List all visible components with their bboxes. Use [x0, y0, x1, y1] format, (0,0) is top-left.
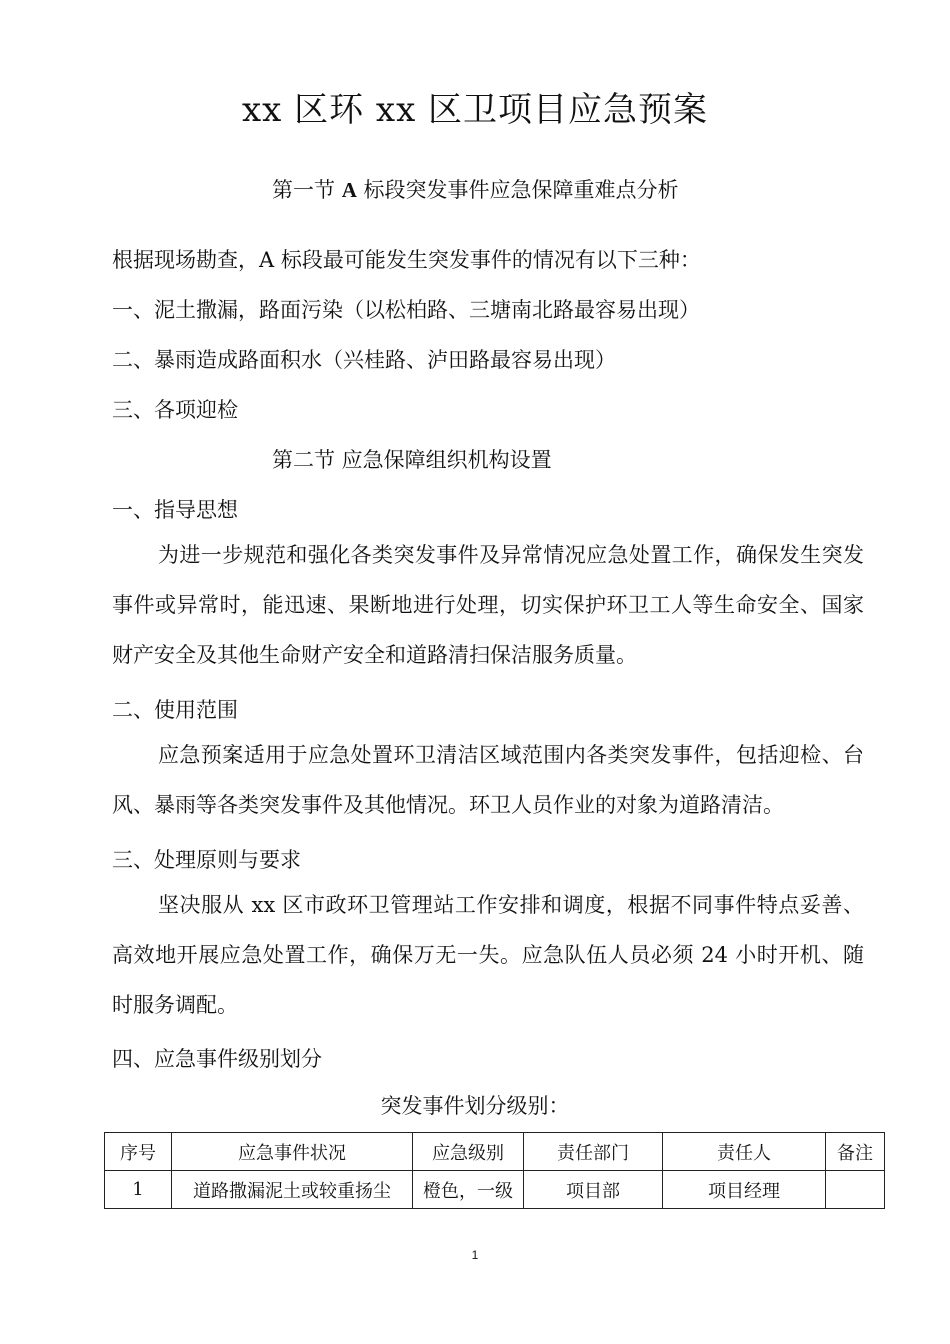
section-1-suffix: 标段突发事件应急保障重难点分析	[363, 178, 679, 202]
event-level-table	[104, 1132, 885, 1209]
table-cell: 项目部	[524, 1171, 663, 1209]
document-title: xx 区环 xx 区卫项目应急预案	[241, 90, 709, 130]
header-cell: 应急事件状况	[172, 1133, 413, 1171]
header-cell: 备注	[826, 1133, 885, 1171]
heading-scope: 二、使用范围	[112, 698, 238, 722]
intro-line: 根据现场勘查，A 标段最可能发生突发事件的情况有以下三种：	[112, 248, 701, 272]
table-caption: 突发事件划分级别：	[380, 1094, 570, 1118]
paragraph-principles: 坚决服从 xx 区市政环卫管理站工作安排和调度，根据不同事件特点妥善、高效地开展应急处置工作，确保万无一失。应急队伍人员必须 24 小时开机、随时服务调配。	[112, 893, 864, 1017]
header-cell: 序号	[105, 1133, 172, 1171]
table-header-row	[105, 1133, 885, 1171]
case-item-3: 三、各项迎检	[112, 398, 238, 422]
heading-principles: 三、处理原则与要求	[112, 848, 301, 872]
heading-levels: 四、应急事件级别划分	[112, 1047, 322, 1071]
paragraph-guiding-thought: 为进一步规范和强化各类突发事件及异常情况应急处置工作，确保发生突发事件或异常时，能迅速、果断地进行处理，切实保护环卫工人等生命安全、国家财产安全及其他生命财产安全和道路清扫保洁服务质量。	[112, 543, 864, 667]
paragraph-scope: 应急预案适用于应急处置环卫清洁区域范围内各类突发事件，包括迎检、台风、暴雨等各类突发事件及其他情况。环卫人员作业的对象为道路清洁。	[112, 743, 864, 817]
header-cell: 应急级别	[413, 1133, 524, 1171]
section-1-heading	[272, 174, 679, 204]
table-cell: 项目经理	[663, 1171, 826, 1209]
table-cell: 1	[105, 1171, 172, 1209]
heading-guiding-thought: 一、指导思想	[112, 498, 238, 522]
case-item-2: 二、暴雨造成路面积水（兴桂路、泸田路最容易出现）	[112, 348, 616, 372]
table-cell: 橙色，一级	[413, 1171, 524, 1209]
header-cell: 责任部门	[524, 1133, 663, 1171]
section-1-bold: A	[341, 178, 357, 202]
section-1-prefix: 第一节	[272, 178, 335, 202]
table-row	[105, 1171, 885, 1209]
section-2-heading: 第二节 应急保障组织机构设置	[272, 448, 552, 472]
table-cell: 道路撒漏泥土或较重扬尘	[172, 1171, 413, 1209]
case-item-1: 一、泥土撒漏，路面污染（以松柏路、三塘南北路最容易出现）	[112, 298, 700, 322]
table-cell	[826, 1171, 885, 1209]
header-cell: 责任人	[663, 1133, 826, 1171]
page-number: 1	[471, 1248, 479, 1262]
